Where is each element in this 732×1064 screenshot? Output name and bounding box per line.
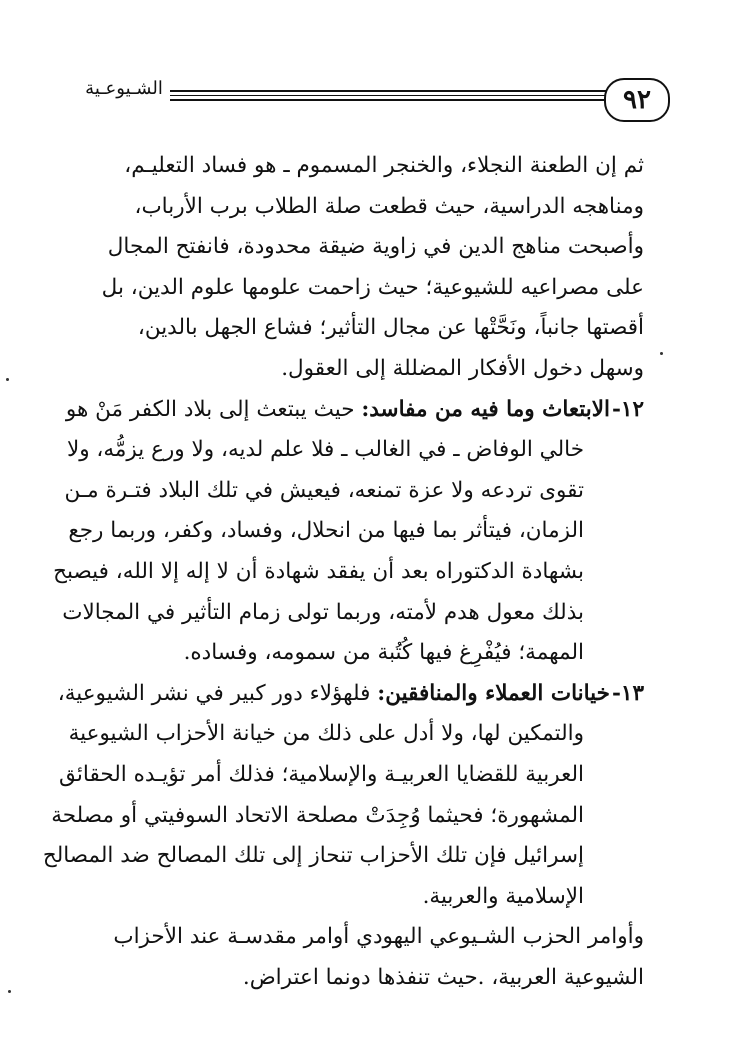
item-text: حيث يبتعث إلى بلاد الكفر مَنْ هو <box>65 396 362 422</box>
item-title: الابتعاث وما فيه من مفاسد: <box>361 396 610 422</box>
page-number: ٩٢ <box>604 78 670 122</box>
text-line: على مصراعيه للشيوعية؛ حيث زاحمت علومها علوم الدين، بل <box>101 274 644 300</box>
header-rule <box>170 95 606 96</box>
item-number: ١٢- <box>611 396 644 422</box>
text-line: المهمة؛ فيُفْرِغ فيها كُتُبة من سمومه، وفساده. <box>183 640 584 666</box>
list-item-12-heading <box>65 390 644 431</box>
text-line: وأوامر الحزب الشـيوعي اليهودي أوامر مقدسـة عند الأحزاب <box>113 924 644 950</box>
text-line: بشهادة الدكتوراه بعد أن يفقد شهادة أن لا إله إلا الله، فيصبح <box>53 558 584 584</box>
text-line: خالي الوفاض ـ في الغالب ـ فلا علم لديه، ولا ورع يزمُّه، ولا <box>66 437 584 463</box>
running-title: الشـيوعـية <box>85 78 163 99</box>
scan-speck <box>6 378 9 381</box>
list-item-13-heading <box>57 674 644 715</box>
text-line: المشهورة؛ فحيثما وُجِدَتْ مصلحة الاتحاد السوفيتي أو مصلحة <box>51 802 584 828</box>
text-line: الشيوعية العربية، .حيث تنفذها دونما اعتراض. <box>242 964 644 990</box>
header-rule <box>170 90 606 92</box>
text-line: أقصتها جانباً، ونَحَّتْها عن مجال التأثير؛ فشاع الجهل بالدين، <box>137 315 644 341</box>
text-line: وسهل دخول الأفكار المضللة إلى العقول. <box>281 355 644 381</box>
page-header <box>78 72 670 132</box>
header-rule <box>170 99 606 101</box>
text-line: إسرائيل فإن تلك الأحزاب تنحاز إلى تلك المصالح ضد المصالح <box>42 843 584 869</box>
text-line: العربية للقضايا العربيـة والإسلامية؛ فذلك أمر تؤيـده الحقائق <box>58 761 584 787</box>
scan-speck <box>8 990 11 993</box>
text-line: الزمان، فيتأثر بما فيها من انحلال، وفساد، وكفر، وربما رجع <box>68 518 584 544</box>
text-line: الإسلامية والعربية. <box>422 883 584 909</box>
text-line: ومناهجه الدراسية، حيث قطعت صلة الطلاب برب الأرباب، <box>134 193 644 219</box>
item-text: فلهؤلاء دور كبير في نشر الشيوعية، <box>57 680 378 706</box>
scan-speck <box>660 352 663 355</box>
text-line: بذلك معول هدم لأمته، وربما تولى زمام التأثير في المجالات <box>62 599 584 625</box>
item-title: خيانات العملاء والمنافقين: <box>377 680 610 706</box>
text-line: تقوى تردعه ولا عزة تمنعه، فيعيش في تلك البلاد فتـرة مـن <box>64 477 584 503</box>
text-line: وأصبحت مناهج الدين في زاوية ضيقة محدودة، فانفتح المجال <box>107 234 644 260</box>
page-body <box>42 146 644 998</box>
text-line: ثم إن الطعنة النجلاء، والخنجر المسموم ـ هو فساد التعليـم، <box>124 153 644 178</box>
text-line: والتمكين لها، ولا أدل على ذلك من خيانة الأحزاب الشيوعية <box>68 721 584 747</box>
item-number: ١٣- <box>611 680 644 706</box>
